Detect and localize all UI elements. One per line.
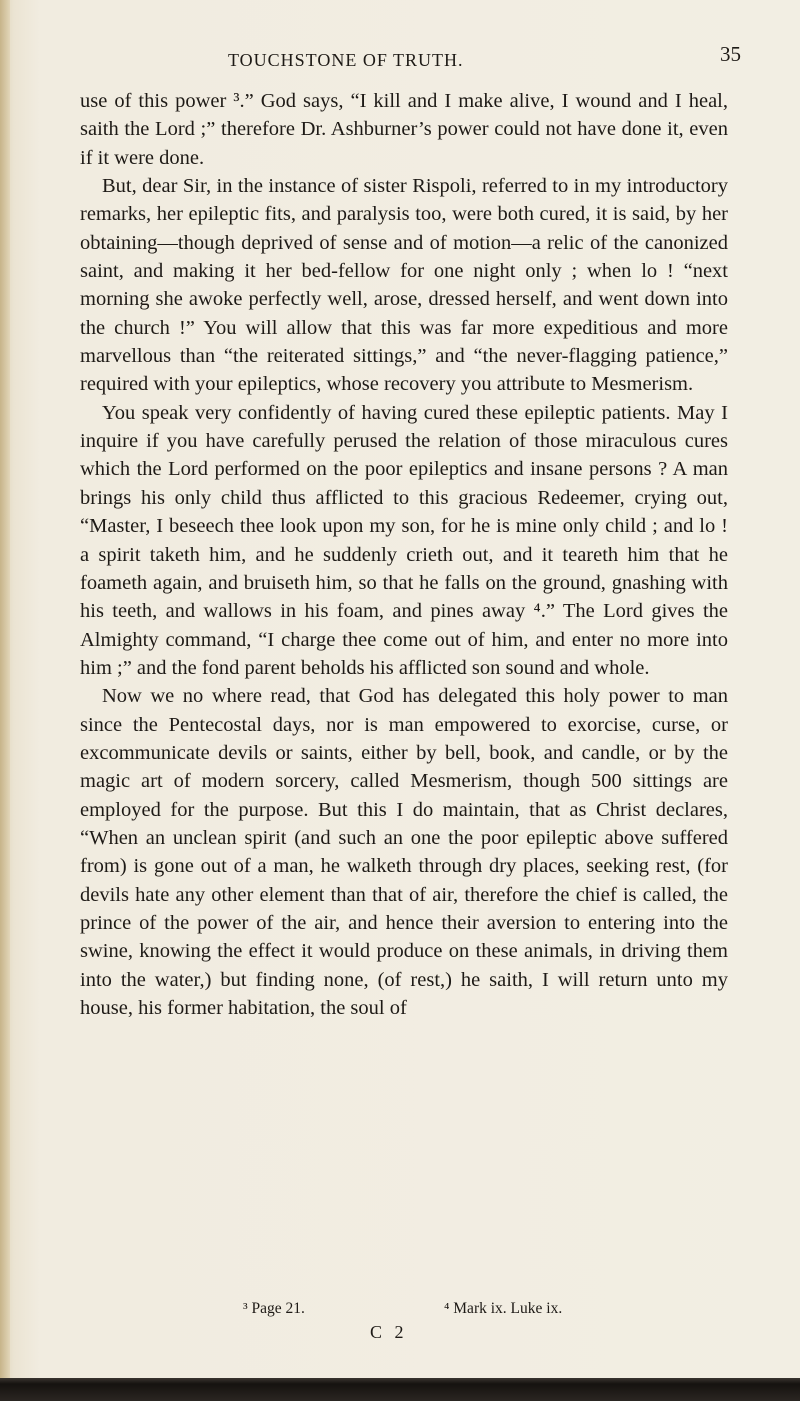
- footnote-3: ³ Page 21.: [243, 1300, 305, 1317]
- running-title: TOUCHSTONE OF TRUTH.: [228, 50, 464, 70]
- scan-bottom-edge: [0, 1378, 800, 1401]
- body-text: [80, 87, 728, 1022]
- paragraph-4: Now we no where read, that God has delegated this holy power to man since the Pentecostal days, nor is man empowered to exorcise, curse, or excommunicate devils or saints, either by bell, book, and candle, or by the magic art of modern sorcery, called Mesmerism, though 500 sittings are employed for the purpose. But this I do maintain, that as Christ declares, “When an unclean spirit (and such an one the poor epileptic above suffered from) is gone out of a man, he walketh through dry places, seeking rest, (for devils hate any other element than that of air, therefore the chief is called, the prince of the power of the air, and hence their aversion to entering into the swine, knowing the effect it would produce on these animals, in driving them into the water,) but finding none, (of rest,) he saith, I will return unto my house, his former habitation, the soul of: [80, 685, 728, 1019]
- signature-mark: C 2: [370, 1322, 408, 1342]
- page-number: 35: [720, 42, 741, 66]
- paragraph-1: use of this power ³.” God says, “I kill and I make alive, I wound and I heal, saith the Lord ;” therefore Dr. Ashburner’s power could not have done it, even if it were done.: [80, 90, 728, 169]
- paragraph-2: But, dear Sir, in the instance of sister Rispoli, referred to in my introductory remarks, her epileptic fits, and paralysis too, were both cured, it is said, by her obtaining—though deprived of sense and of motion—a relic of the canonized saint, and making it her bed-fellow for one night only ; when lo ! “next morning she awoke perfectly well, arose, dressed herself, and went down into the church !” You will allow that this was far more expeditious and more marvellous than “the reiterated sittings,” and “the never-flagging patience,” required with your epileptics, whose recovery you attribute to Mesmerism.: [80, 175, 728, 396]
- paragraph-3: You speak very confidently of having cured these epileptic patients. May I inquire if you have carefully perused the relation of those miraculous cures which the Lord performed on the poor epileptics and insane persons ? A man brings his only child thus afflicted to this gracious Redeemer, crying out, “Master, I beseech thee look upon my son, for he is mine only child ; and lo ! a spirit taketh him, and he suddenly crieth out, and it teareth him that he foameth again, and bruiseth him, so that he falls on the ground, gnashing with his teeth, and wallows in his foam, and pines away ⁴.” The Lord gives the Almighty command, “I charge thee come out of him, and enter no more into him ;” and the fond parent beholds his afflicted son sound and whole.: [80, 401, 728, 679]
- running-header: [0, 42, 800, 80]
- page-edge-shadow: [0, 0, 10, 1401]
- footnote-4: ⁴ Mark ix. Luke ix.: [444, 1300, 563, 1317]
- footnotes: [0, 1300, 800, 1324]
